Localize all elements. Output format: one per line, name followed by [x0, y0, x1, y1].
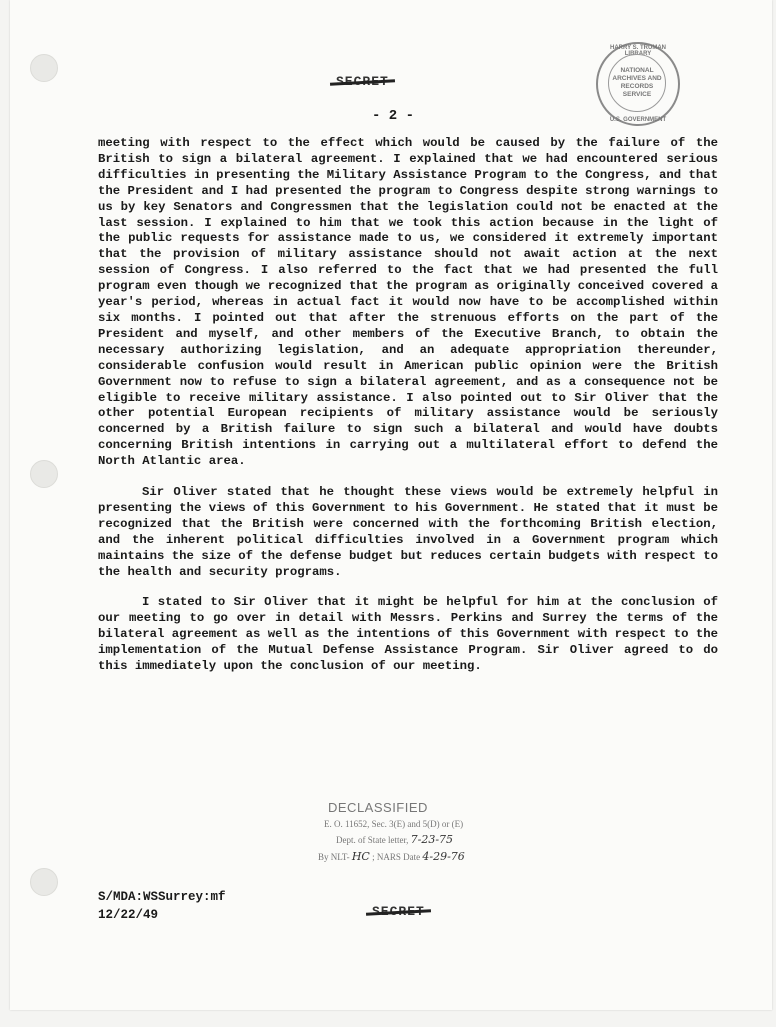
- punch-hole: [30, 868, 58, 896]
- punch-hole: [30, 460, 58, 488]
- document-page: [10, 0, 772, 1010]
- classification-top: [336, 74, 389, 89]
- paragraph-2: Sir Oliver stated that he thought these views would be extremely helpful in presenting the views of this Government to his Government. He stated that it must be recognized that the British were concerned with the forthcoming British election, and the inherent political difficulties involved in a Government program which maintains the size of the defense budget but reduces certain budgets with respect to the health and security programs.: [98, 485, 718, 579]
- declassification-stamp: DECLASSIFIED E. O. 11652, Sec. 3(E) and 5(D) or (E) Dept. of State letter, 7-23-75 By NLT- HC ; NARS Date 4-29-76: [318, 800, 465, 863]
- drafting-reference: S/MDA:WSSurrey:mf 12/22/49: [98, 890, 226, 922]
- paragraph-3: I stated to Sir Oliver that it might be helpful for him at the conclusion of our meeting to go over in detail with Messrs. Perkins and Surrey the terms of the bilateral agreement as well as the intentions of this Government with respect to the implementation of the Mutual Defense Assistance Program. Sir Oliver agreed to do this immediately upon the conclusion of our meeting.: [98, 595, 718, 674]
- letter-body: [98, 136, 718, 690]
- punch-hole: [30, 54, 58, 82]
- paragraph-1: meeting with respect to the effect which would be caused by the failure of the British to sign a bilateral agreement. I explained that we had encountered serious difficulties in presenting the Military Assistance Program to the Congress, and that the President and I had presented the program to Congress despite strong warnings to us by key Senators and Congressmen that the legislation could not be enacted at the last session. I explained to him that we took this action because in the light of the public requests for assistance made to us, we considered it extremely important that the provision of military assistance should not await action at the next session of Congress. I also referred to the fact that we had presented the full program even though we recognized that the program as originally conceived covered a year's period, whereas in actual fact it would now have to be accomplished within six months. I pointed out that after the strenuous efforts on the part of the President and myself, and other members of the Executive Branch, to obtain the necessary authorizing legislation, and an adequate appropriation thereunder, considerable confusion would result in American public opinion were the British Government now to refuse to sign a bilateral agreement, and as a consequence not be eligible to receive military assistance. I also pointed out to Sir Oliver that the other potential European recipients of military assistance would be seriously concerned by a British failure to sign such a bilateral and would have doubts concerning British intentions in carrying out a multilateral effort to defend the North Atlantic area.: [98, 136, 718, 469]
- archives-stamp: HARRY S. TRUMAN LIBRARY NATIONAL ARCHIVES AND RECORDS SERVICE U.S. GOVERNMENT: [596, 42, 680, 126]
- classification-bottom: [372, 904, 425, 919]
- page-number: - 2 -: [372, 108, 415, 124]
